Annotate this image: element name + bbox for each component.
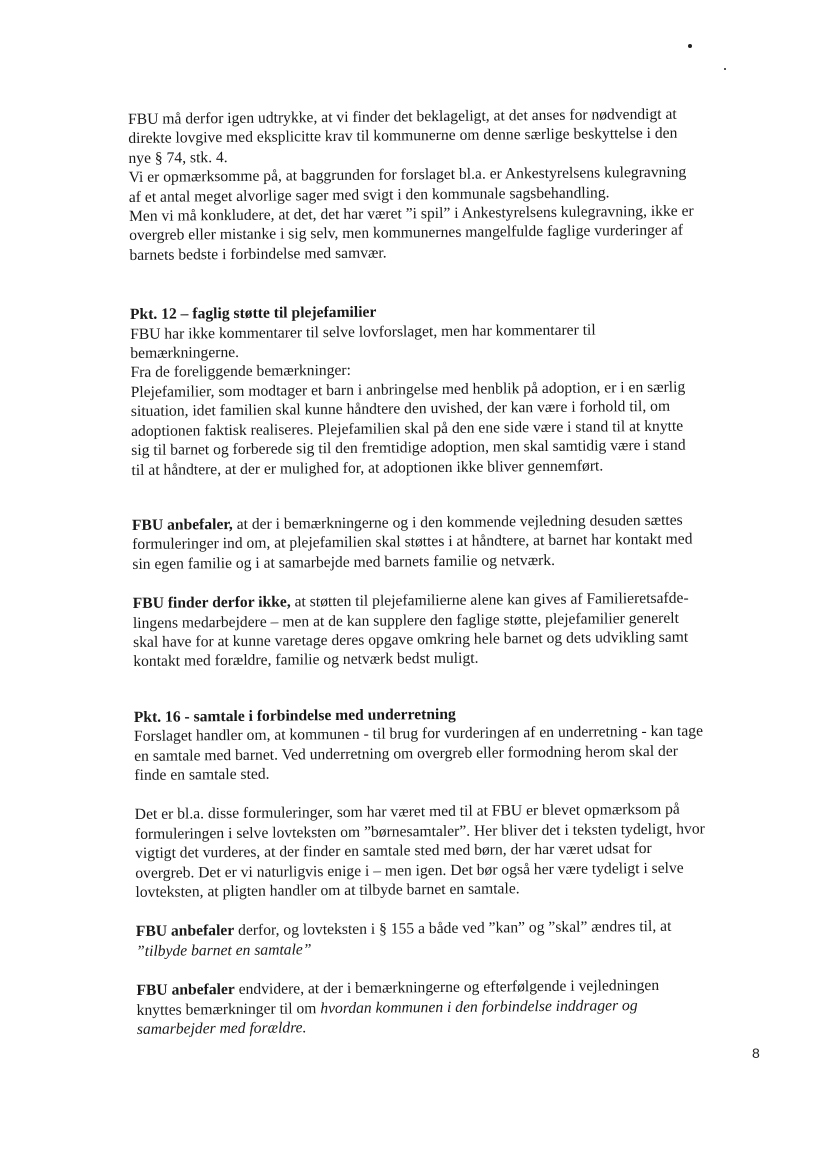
text-line: en samtale med barnet. Ved underretning om overgreb eller formodning herom skal der [134,742,678,765]
bold-lead: FBU finder derfor ikke, [132,593,291,613]
text-line: nye § 74, stk. 4. [128,148,228,167]
recommendation-paragraph [132,510,761,574]
text-line: Det er bl.a. disse formuleringer, som har været med til at FBU er blevet opmærksom på [134,801,680,824]
italic-quote: ”tilbyde barnet en samtale” [135,941,312,960]
text-line: Fra de foreliggende bemærkninger: [130,362,352,382]
text-line: vigtigt det vurderes, at der finder en samtale sted med børn, der har været udsat for [135,840,652,863]
text-line: adoptionen faktisk realiseres. Plejefamilien skal på den ene side være i stand til at knytte [131,417,684,440]
text-line: lingens medarbejdere – men at de kan supplere den faglige støtte, plejefamilier generelt [132,609,679,632]
text-line: Plejefamilier, som modtager et barn i anbringelse med henblik på adoption, er i en særlig [130,378,686,401]
text-line: sig til barnet og forberede sig til den fremtidige adoption, men skal samtidig være i stand [131,436,686,460]
scan-speck [688,44,692,48]
text-line: barnets bedste i forbindelse med samvær. [129,244,387,264]
page-number: 8 [752,1045,760,1061]
text-line: FBU har ikke kommentarer til selve lovforslaget, men har kommentarer til [130,321,596,343]
text-line: formuleringen i selve lovteksten om ”børnesamtaler”. Her bliver det i teksten tydeligt, hvor [134,820,705,843]
text-line: bemærkningerne. [130,344,240,363]
text-line: skal have for at kunne varetage deres opgave omkring hele barnet og dets udvikling samt [133,628,689,651]
recommendation-paragraph [136,975,765,1039]
text-line: lovteksten, at pligten handler om at tilbyde barnet en samtale. [135,880,520,901]
recommendation-paragraph [136,916,764,961]
italic-text: hvordan kommunen i den forbindelse inddrager og [320,996,638,1017]
text-line: FBU anbefaler, at der i bemærkningerne og i den kommende vejledning desuden sættes [131,511,683,534]
text-line: FBU anbefaler derfor, og lovteksten i § 155 a både ved ”kan” og ”skal” ændres til, at [135,918,672,941]
text-line: FBU må derfor igen udtrykke, at vi finder det beklageligt, at det anses for nødvendigt at [128,105,677,128]
text-line: Forslaget handler om, at kommunen - til brug for vurderingen af en underretning - kan tage [133,722,704,746]
finding-paragraph [133,588,762,672]
text-line: overgreb eller mistanke i sig selv, men kommunernes mangelfulde faglige vurderinger af [129,222,684,245]
scan-speck-small [724,68,726,70]
text-line: Vi er opmærksomme på, at baggrunden for forslaget bl.a. er Ankestyrelsens kulegravning [128,163,687,187]
text-line: formuleringer ind om, at plejefamilien skal støttes i at håndtere, at barnet har kontakt med [132,530,693,554]
italic-text: samarbejder med forældre. [136,1019,307,1038]
text-line: sin egen familie og i at samarbejde med barnets familie og netværk. [132,551,556,573]
section-12 [130,299,760,480]
section-heading: Pkt. 16 - samtale i forbindelse med underretning [133,705,456,726]
text-line: af et antal meget alvorlige sager med svigt i den kommunale sagsbehandling. [128,184,610,206]
text-line: direkte lovgive med eksplicitte krav til kommunerne om denne særlige beskyttelse i den [128,125,678,148]
text-line: Men vi må konkludere, at det, det har været ”i spil” i Ankestyrelsens kulegravning, ikke er [128,202,694,226]
text-line: FBU finder derfor ikke, at støtten til plejefamilierne alene kan gives af Familieretsafde- [132,589,689,613]
bold-lead: FBU anbefaler, [131,515,233,534]
text-line: overgreb. Det er vi naturligvis enige i – men igen. Det bør også her være tydeligt i selve [135,859,684,882]
body-paragraph [135,799,764,902]
section-heading: Pkt. 12 – faglig støtte til plejefamilier [129,303,377,324]
text-line: til at håndtere, at der er mulighed for, at adoptionen ikke bliver gennemført. [131,456,604,479]
text-line: situation, idet familien skal kunne håndtere den uvished, der kan være i forhold til, om [130,398,671,421]
section-16 [134,702,763,786]
text-line: FBU anbefaler endvidere, at der i bemærkningerne og efterfølgende i vejledningen [136,977,660,1000]
text-line: finde en samtale sted. [134,765,270,784]
text-line: knyttes bemærkninger til om hvordan kommunen i den forbindelse inddrager og [136,996,638,1019]
bold-lead: FBU anbefaler [136,981,235,1000]
intro-paragraph [128,104,757,265]
document-body [128,104,765,1039]
text-line: kontakt med forældre, familie og netværk bedst muligt. [133,650,479,671]
bold-lead: FBU anbefaler [135,922,235,941]
